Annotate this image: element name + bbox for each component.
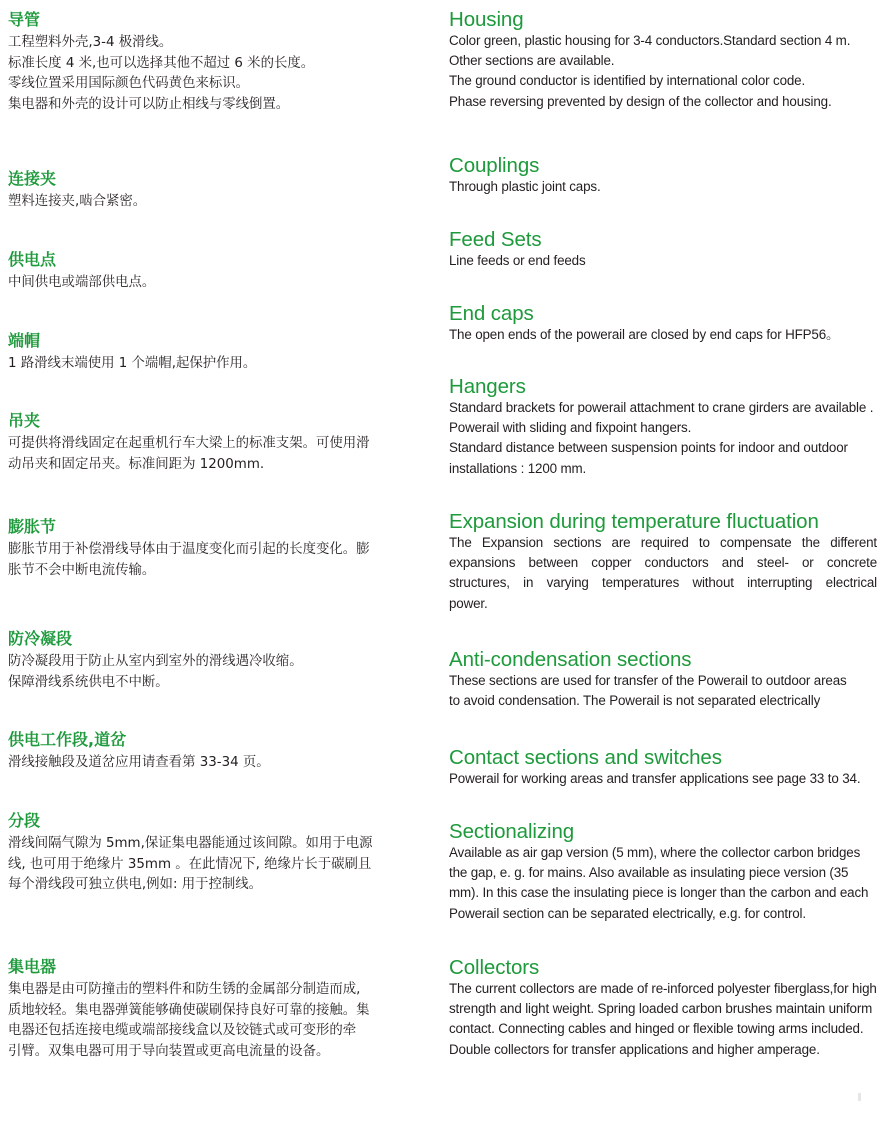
en-line: power. — [449, 595, 488, 611]
en-section-housing — [449, 9, 877, 112]
en-heading: Expansion during temperature fluctuation — [449, 510, 819, 533]
cn-section-sectionalizing — [8, 811, 413, 896]
cn-line: 滑线接触段及道岔应用请查看第 33-34 页。 — [8, 755, 270, 770]
cn-line: 集电器和外壳的设计可以防止相线与零线倒置。 — [8, 96, 290, 112]
cn-line: 保障滑线系统供电不中断。 — [8, 674, 169, 690]
cn-line: 引臂。双集电器可用于导向装置或更高电流量的设备。 — [8, 1043, 330, 1059]
en-line: Other sections are available. — [449, 53, 615, 69]
en-section-couplings — [449, 155, 877, 197]
en-line: Through plastic joint caps. — [449, 179, 601, 194]
cn-section-anti-condensation — [8, 629, 413, 693]
en-heading: Contact sections and switches — [449, 746, 722, 769]
en-line: Color green, plastic housing for 3-4 conductors.Standard section 4 m. — [449, 33, 851, 48]
cn-line: 胀节不会中断电流传输。 — [8, 562, 156, 578]
en-section-end-caps — [449, 303, 877, 345]
en-section-contact-switches — [449, 747, 877, 789]
cn-line: 防冷凝段用于防止从室内到室外的滑线遇冷收缩。 — [8, 654, 303, 669]
en-line: Powerail for working areas and transfer applications see page 33 to 34. — [449, 771, 861, 786]
cn-heading: 分段 — [8, 811, 41, 830]
cn-section-feed-sets — [8, 250, 413, 294]
cn-section-collectors — [8, 957, 413, 1062]
cn-heading: 吊夹 — [8, 411, 41, 430]
cn-heading: 防冷凝段 — [8, 629, 73, 648]
en-line: These sections are used for transfer of the Powerail to outdoor areas — [449, 673, 847, 688]
en-line: Powerail with sliding and fixpoint hangers. — [449, 420, 692, 436]
en-line: expansions between copper conductors and steel- or concrete — [449, 555, 877, 571]
cn-line: 中间供电或端部供电点。 — [8, 275, 156, 290]
cn-heading: 供电工作段,道岔 — [8, 730, 127, 749]
cn-section-couplings — [8, 169, 413, 213]
en-line: Phase reversing prevented by design of the collector and housing. — [449, 93, 832, 109]
en-line: Standard distance between suspension points for indoor and outdoor — [449, 440, 848, 456]
cn-line: 塑料连接夹,啮合紧密。 — [8, 194, 147, 209]
cn-line: 每个滑线段可独立供电,例如: 用于控制线。 — [8, 877, 263, 892]
en-line: installations : 1200 mm. — [449, 460, 587, 476]
en-heading: Sectionalizing — [449, 820, 575, 843]
en-line: Powerail section can be separated electrically, e.g. for control. — [449, 905, 806, 921]
en-section-collectors — [449, 957, 877, 1060]
en-line: Standard brackets for powerail attachment to crane girders are available . — [449, 400, 874, 415]
en-section-hangers — [449, 376, 877, 479]
en-heading: Hangers — [449, 375, 526, 398]
en-heading: Collectors — [449, 956, 540, 979]
en-line: The open ends of the powerail are closed by end caps for HFP56。 — [449, 327, 840, 342]
en-line: the gap, e. g. for mains. Also available as insulating piece version (35 — [449, 865, 849, 881]
en-line: The current collectors are made of re-inforced polyester fiberglass,for high — [449, 981, 877, 996]
cn-line: 1 路滑线末端使用 1 个端帽,起保护作用。 — [8, 356, 257, 371]
en-heading: End caps — [449, 302, 534, 325]
en-line: Line feeds or end feeds — [449, 253, 586, 268]
en-section-expansion — [449, 511, 877, 614]
cn-section-expansion — [8, 517, 413, 581]
cn-line: 膨胀节用于补偿滑线导体由于温度变化而引起的长度变化。膨 — [8, 542, 370, 557]
cn-section-hangers — [8, 411, 413, 475]
cn-line: 集电器是由可防撞击的塑料件和防生锈的金属部分制造而成, — [8, 982, 361, 997]
cn-line: 工程塑料外壳,3-4 极滑线。 — [8, 35, 173, 50]
en-line: strength and light weight. Spring loaded carbon brushes maintain uniform — [449, 1001, 873, 1017]
cn-heading: 导管 — [8, 10, 41, 29]
cn-section-end-caps — [8, 331, 413, 375]
en-line: contact. Connecting cables and hinged or flexible towing arms included. — [449, 1021, 864, 1037]
cn-line: 电器还包括连接电缆或端部接线盒以及铰链式或可变形的牵 — [8, 1023, 357, 1038]
en-heading: Feed Sets — [449, 228, 542, 251]
en-line: The Expansion sections are required to compensate the different — [449, 535, 877, 550]
en-heading: Anti-condensation sections — [449, 648, 692, 671]
cn-heading: 膨胀节 — [8, 517, 57, 536]
en-heading: Couplings — [449, 154, 540, 177]
cn-section-housing — [8, 10, 413, 115]
en-line: The ground conductor is identified by international color code. — [449, 73, 806, 89]
en-section-anti-condensation — [449, 649, 877, 711]
cn-line: 质地较轻。集电器弹簧能够确使碳刷保持良好可靠的接触。集 — [8, 1002, 370, 1018]
en-line: mm). In this case the insulating piece is longer than the carbon and each — [449, 885, 869, 901]
cn-line: 可提供将滑线固定在起重机行车大梁上的标准支架。可使用滑 — [8, 436, 370, 451]
cn-heading: 连接夹 — [8, 169, 57, 188]
cn-section-contact-switches — [8, 730, 413, 774]
cn-line: 标准长度 4 米,也可以选择其他不超过 6 米的长度。 — [8, 55, 315, 71]
cn-heading: 端帽 — [8, 331, 41, 350]
cn-line: 动吊夹和固定吊夹。标准间距为 1200mm. — [8, 456, 265, 472]
cn-line: 零线位置采用国际颜色代码黄色来标识。 — [8, 76, 250, 91]
page-edge-mark — [858, 1093, 861, 1101]
en-section-sectionalizing — [449, 821, 877, 924]
cn-line: 滑线间隔气隙为 5mm,保证集电器能通过该间隙。如用于电源 — [8, 836, 373, 851]
cn-heading: 集电器 — [8, 957, 57, 976]
en-line: structures, in varying temperatures without interrupting electrical — [449, 575, 877, 591]
en-line: Double collectors for transfer applications and higher amperage. — [449, 1041, 820, 1057]
en-line: to avoid condensation. The Powerail is not separated electrically — [449, 693, 821, 709]
cn-line: 线, 也可用于绝缘片 35mm 。在此情况下, 绝缘片长于碳刷且 — [8, 856, 372, 872]
cn-heading: 供电点 — [8, 250, 57, 269]
en-heading: Housing — [449, 8, 524, 31]
en-line: Available as air gap version (5 mm), where the collector carbon bridges — [449, 845, 861, 860]
en-section-feed-sets — [449, 229, 877, 271]
